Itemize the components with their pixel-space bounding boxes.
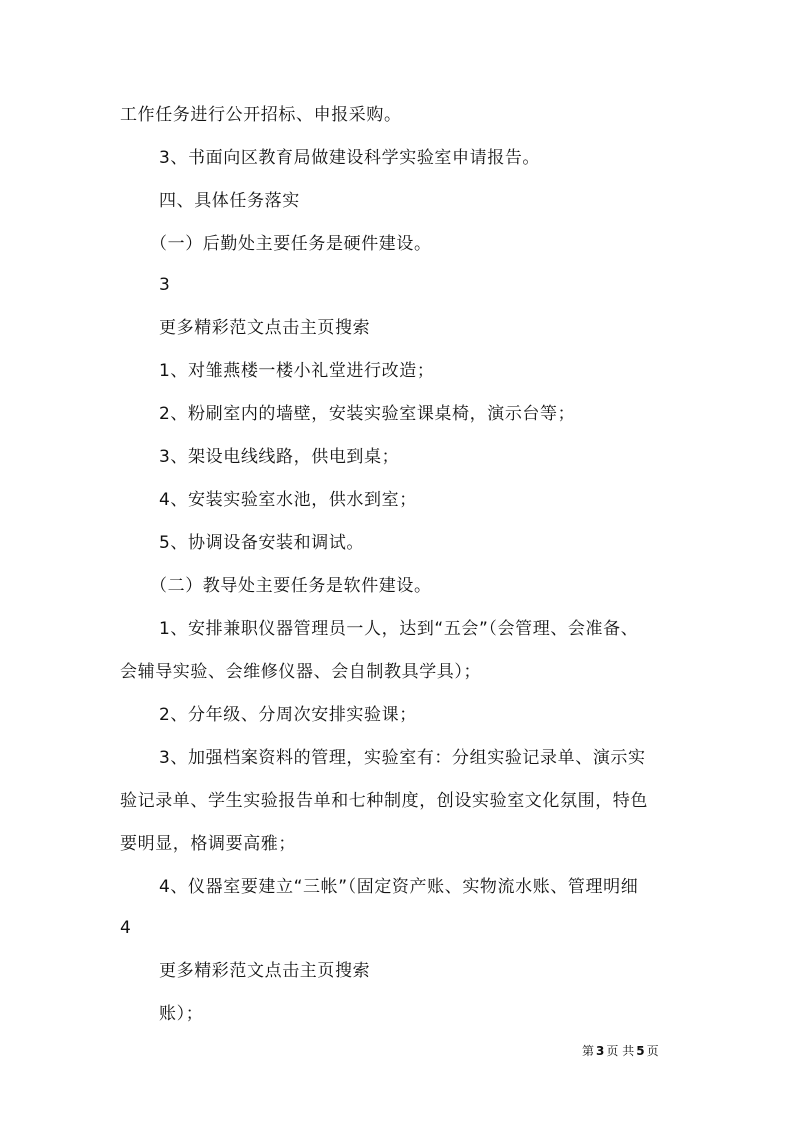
list-item: 4、仪器室要建立“三帐”（固定资产账、实物流水账、管理明细 xyxy=(159,877,639,897)
total-pages-number: 5 xyxy=(636,1044,645,1058)
list-item: 1、对雏燕楼一楼小礼堂进行改造； xyxy=(159,361,435,381)
list-item: 1、安排兼职仪器管理员一人，达到“五会”（会管理、会准备、 xyxy=(159,619,639,639)
page-footer xyxy=(582,1043,659,1059)
footer-suffix: 页 xyxy=(646,1044,659,1058)
list-item-continuation: 会辅导实验、会维修仪器、会自制教具学具）； xyxy=(120,662,482,682)
body-line-2: 3、书面向区教育局做建设科学实验室申请报告。 xyxy=(159,148,541,168)
subsection-heading-2: （二）教导处主要任务是软件建设。 xyxy=(150,576,432,596)
list-item: 3、架设电线线路，供电到桌； xyxy=(159,447,400,467)
subsection-heading-1: （一）后勤处主要任务是硬件建设。 xyxy=(150,234,432,254)
list-item: 5、协调设备安装和调试。 xyxy=(159,533,365,553)
footer-middle: 页 共 xyxy=(606,1044,635,1058)
promo-text: 更多精彩范文点击主页搜索 xyxy=(159,318,371,338)
body-line-1: 工作任务进行公开招标、申报采购。 xyxy=(120,105,402,125)
promo-text: 更多精彩范文点击主页搜索 xyxy=(159,961,371,981)
current-page-number: 3 xyxy=(596,1044,605,1058)
list-item: 2、分年级、分周次安排实验课； xyxy=(159,705,417,725)
section-heading-4: 四、具体任务落实 xyxy=(159,191,300,211)
list-item: 2、粉刷室内的墙壁，安装实验室课桌椅，演示台等； xyxy=(159,404,576,424)
list-item: 4、安装实验室水池，供水到室； xyxy=(159,490,417,510)
list-item: 3、加强档案资料的管理，实验室有：分组实验记录单、演示实 xyxy=(159,748,646,768)
list-item-continuation: 账）； xyxy=(159,1004,204,1024)
page-number-marker: 3 xyxy=(159,275,171,295)
page-number-marker: 4 xyxy=(120,918,132,938)
footer-prefix: 第 xyxy=(582,1044,595,1058)
list-item-continuation: 要明显，格调要高雅； xyxy=(120,834,296,854)
list-item-continuation: 验记录单、学生实验报告单和七种制度，创设实验室文化氛围，特色 xyxy=(120,791,648,811)
